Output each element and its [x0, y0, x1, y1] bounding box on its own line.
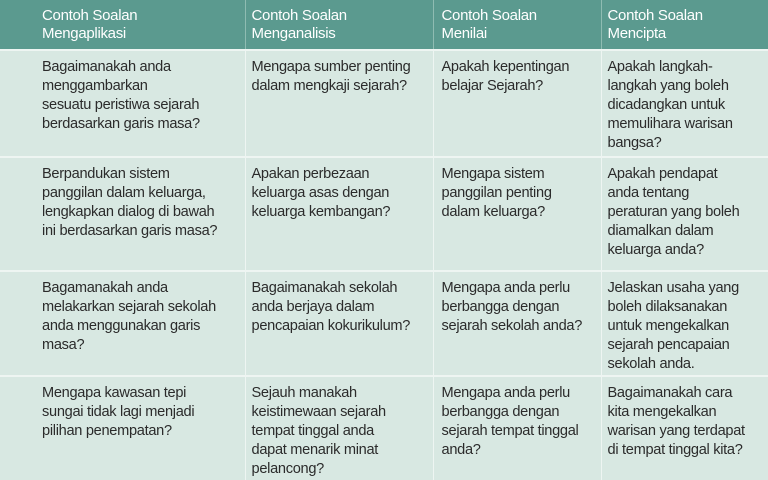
- question-cell-mencipta: [601, 157, 768, 271]
- question-cell-mengaplikasi: [0, 50, 245, 157]
- text-line: pencapaian kokurikulum?: [251, 318, 411, 334]
- column-header-menganalisis: [245, 0, 433, 50]
- header-row: [0, 0, 768, 50]
- text-line: berbangga dengan: [441, 404, 560, 420]
- text-line: Mengapa anda perlu: [441, 280, 570, 296]
- text-line: dicadangkan untuk: [607, 97, 725, 113]
- question-cell-menilai: [433, 50, 601, 157]
- text-line: keluarga asas dengan: [251, 185, 390, 201]
- text-line: Contoh Soalan: [607, 7, 703, 24]
- text-line: sungai tidak lagi menjadi: [42, 404, 195, 420]
- table-row: [0, 271, 768, 376]
- text-line: kita mengekalkan: [607, 404, 717, 420]
- text-line: anda tentang: [607, 185, 690, 201]
- text-line: Mengapa kawasan tepi: [42, 385, 187, 401]
- text-line: Mengapa anda perlu: [441, 385, 570, 401]
- text-line: anda?: [441, 442, 481, 458]
- text-line: menggambarkan: [42, 78, 148, 94]
- text-line: keistimewaan sejarah: [251, 404, 386, 420]
- text-line: panggilan dalam keluarga,: [42, 185, 206, 201]
- text-line: peraturan yang boleh: [607, 204, 740, 220]
- text-line: anda berjaya dalam: [251, 299, 375, 315]
- text-line: dalam mengkaji sejarah?: [251, 78, 407, 94]
- text-line: sejarah pencapaian: [607, 337, 730, 353]
- question-cell-mencipta: [601, 50, 768, 157]
- text-line: sekolah anda.: [607, 356, 695, 372]
- text-line: Apakah pendapat: [607, 166, 718, 182]
- text-line: Contoh Soalan: [251, 7, 347, 24]
- text-line: dapat menarik minat: [251, 442, 379, 458]
- text-line: sesuatu peristiwa sejarah: [42, 97, 200, 113]
- text-line: masa?: [42, 337, 85, 353]
- column-header-mencipta: [601, 0, 768, 50]
- text-line: Bagamanakah anda: [42, 280, 168, 296]
- text-line: Berpandukan sistem: [42, 166, 170, 182]
- text-line: Jelaskan usaha yang: [607, 280, 739, 296]
- text-line: memulihara warisan: [607, 116, 733, 132]
- text-line: sejarah sekolah anda?: [441, 318, 583, 334]
- text-line: warisan yang terdapat: [607, 423, 745, 439]
- text-line: sejarah tempat tinggal: [441, 423, 579, 439]
- text-line: Contoh Soalan: [42, 7, 138, 24]
- question-cell-mencipta: [601, 271, 768, 376]
- text-line: Apakan perbezaan: [251, 166, 370, 182]
- text-line: Menganalisis: [251, 25, 336, 42]
- text-line: langkah yang boleh: [607, 78, 729, 94]
- question-cell-menilai: [433, 271, 601, 376]
- column-header-menilai: [433, 0, 601, 50]
- question-cell-mengaplikasi: [0, 157, 245, 271]
- question-cell-menilai: [433, 157, 601, 271]
- text-line: Sejauh manakah: [251, 385, 357, 401]
- question-cell-menganalisis: [245, 376, 433, 480]
- text-line: bangsa?: [607, 135, 662, 151]
- text-line: Bagaimanakah cara: [607, 385, 733, 401]
- text-line: melakarkan sejarah sekolah: [42, 299, 216, 315]
- text-line: panggilan penting: [441, 185, 552, 201]
- text-line: dalam keluarga?: [441, 204, 545, 220]
- text-line: di tempat tinggal kita?: [607, 442, 743, 458]
- table-row: [0, 50, 768, 157]
- text-line: anda menggunakan garis: [42, 318, 201, 334]
- text-line: Menilai: [441, 25, 487, 42]
- column-header-mengaplikasi: [0, 0, 245, 50]
- text-line: Mencipta: [607, 25, 666, 42]
- text-line: Mengapa sistem: [441, 166, 545, 182]
- question-cell-menilai: [433, 376, 601, 480]
- text-line: Mengaplikasi: [42, 25, 126, 42]
- text-line: keluarga anda?: [607, 242, 704, 258]
- text-line: Bagaimanakah sekolah: [251, 280, 398, 296]
- text-line: lengkapkan dialog di bawah: [42, 204, 215, 220]
- question-cell-menganalisis: [245, 50, 433, 157]
- question-cell-menganalisis: [245, 157, 433, 271]
- question-cell-mencipta: [601, 376, 768, 480]
- text-line: belajar Sejarah?: [441, 78, 543, 94]
- text-line: pilihan penempatan?: [42, 423, 172, 439]
- text-line: berdasarkan garis masa?: [42, 116, 200, 132]
- text-line: berbangga dengan: [441, 299, 560, 315]
- text-line: Apakah langkah-: [607, 59, 713, 75]
- text-line: Apakah kepentingan: [441, 59, 570, 75]
- text-line: keluarga kembangan?: [251, 204, 391, 220]
- text-line: boleh dilaksanakan: [607, 299, 728, 315]
- text-line: diamalkan dalam: [607, 223, 714, 239]
- table-row: [0, 376, 768, 480]
- question-cell-menganalisis: [245, 271, 433, 376]
- text-line: tempat tinggal anda: [251, 423, 374, 439]
- question-cell-mengaplikasi: [0, 271, 245, 376]
- text-line: Bagaimanakah anda: [42, 59, 171, 75]
- text-line: untuk mengekalkan: [607, 318, 729, 334]
- question-cell-mengaplikasi: [0, 376, 245, 480]
- text-line: pelancong?: [251, 461, 324, 477]
- text-line: ini berdasarkan garis masa?: [42, 223, 218, 239]
- text-line: Mengapa sumber penting: [251, 59, 411, 75]
- table-row: [0, 157, 768, 271]
- text-line: Contoh Soalan: [441, 7, 537, 24]
